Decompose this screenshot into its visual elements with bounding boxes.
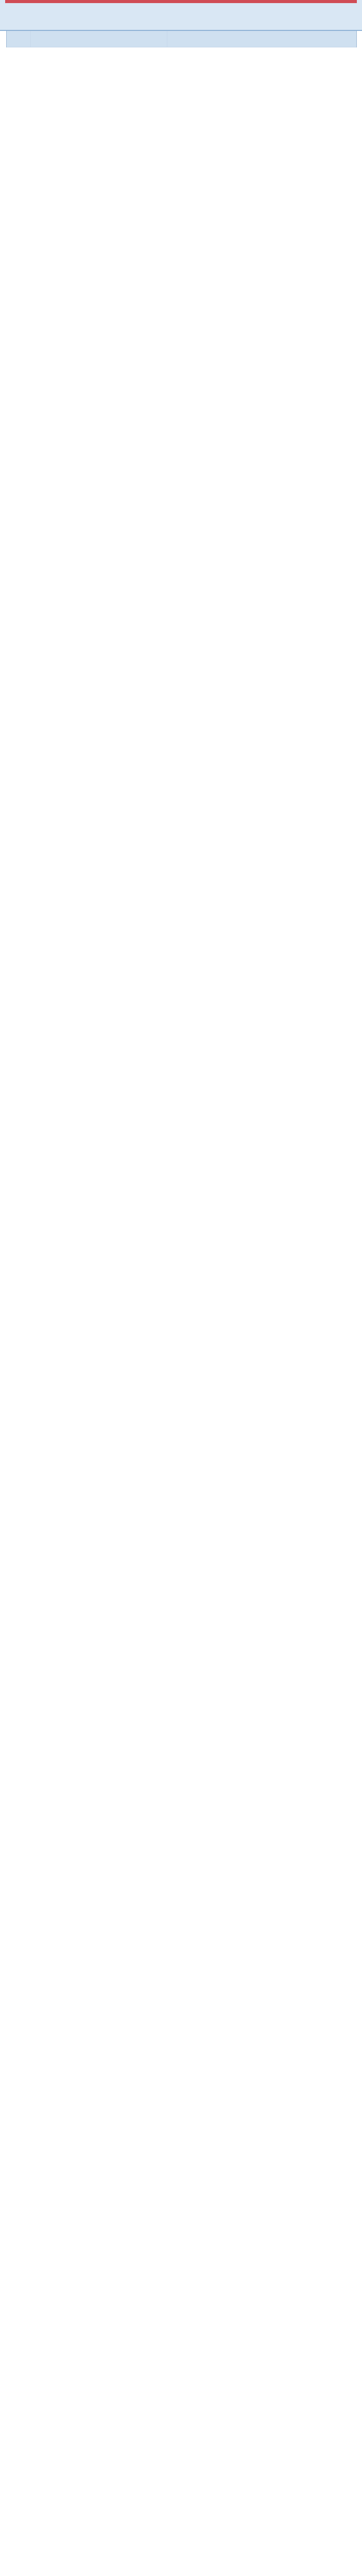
header-no (7, 31, 31, 47)
header-address (167, 31, 356, 47)
header-name (31, 31, 167, 47)
whitelist-table (6, 31, 357, 47)
table-header (7, 31, 356, 47)
title-block (0, 0, 362, 31)
